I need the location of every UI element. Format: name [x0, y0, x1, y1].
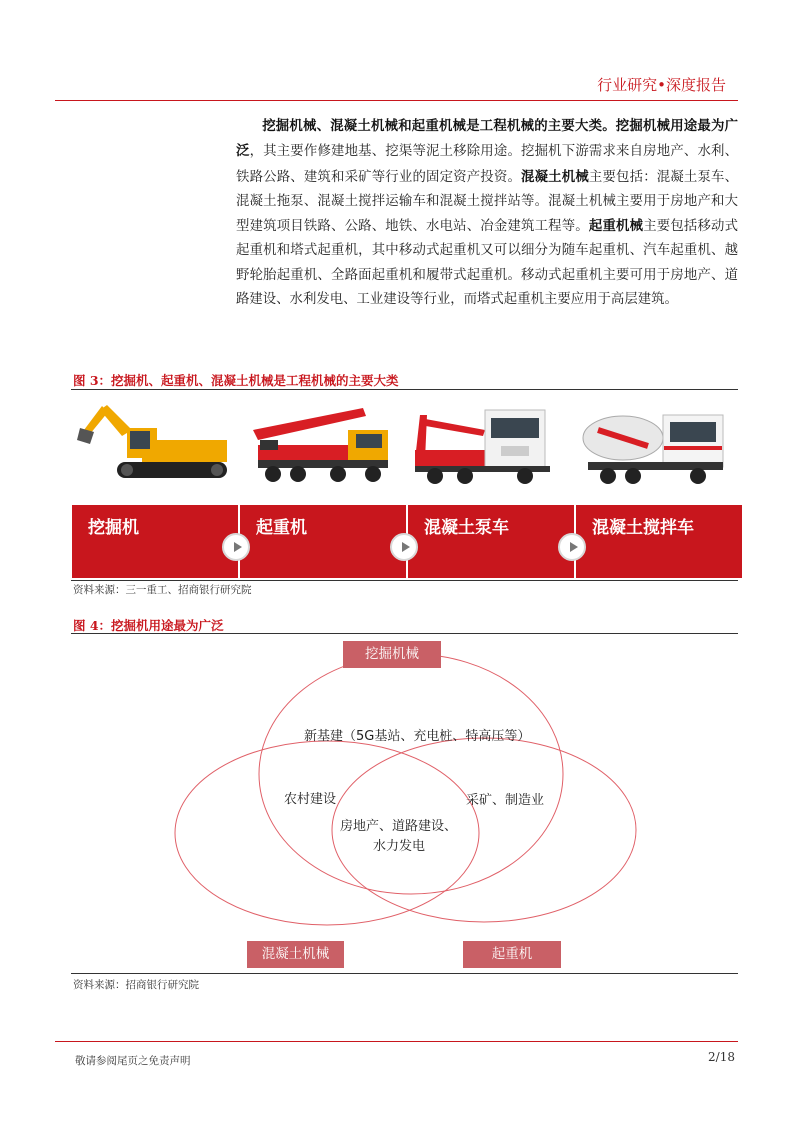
bold-concrete: 混凝土机械 [521, 168, 589, 185]
text-run: ，其主要作修建地基、挖渠等泥土移除用途。挖掘机下游需求来自房地产、水利、铁路公路、建筑和采矿等行业的固定资产投资。 [236, 144, 739, 185]
figure-3-title: 图 3：挖掘机、起重机、混凝土机械是工程机械的主要大类 [73, 373, 399, 388]
card-label: 混凝土搅拌车 [592, 518, 694, 538]
venn-label-mining-manufacturing: 采矿、制造业 [466, 793, 545, 808]
page-number: 2/18 [708, 1050, 735, 1064]
footer-divider [55, 1041, 738, 1042]
bold-crane: 起重机械 [588, 218, 644, 235]
venn-label-center-line1: 房地产、道路建设、 [340, 819, 458, 834]
figure-4-bottom-rule [71, 973, 738, 974]
report-header-title: 行业研究•深度报告 [597, 76, 726, 94]
card-label: 挖掘机 [88, 518, 139, 538]
venn-label-center-line2: 水力发电 [373, 839, 426, 854]
figure-4-title: 图 4：挖掘机用途最为广泛 [73, 618, 224, 633]
figure-3-source: 资料来源：三一重工、招商银行研究院 [73, 584, 252, 596]
text-run: 主要包括：混凝土泵车、混凝土拖泵、混凝土搅拌运输车和混凝土搅拌站等。混凝土机械主要用于房地产和大型建筑项目铁路、公路、地铁、水电站、冶金建筑工程等。 [236, 169, 739, 235]
venn-circle-excavator [259, 654, 563, 894]
figure-4-source: 资料来源：招商银行研究院 [73, 979, 199, 991]
footer-disclaimer: 敬请参阅尾页之免责声明 [75, 1055, 191, 1067]
venn-box-excavator: 挖掘机械 [343, 641, 441, 668]
venn-label-new-infrastructure: 新基建（5G基站、充电桩、特高压等） [304, 729, 531, 744]
card-label: 起重机 [256, 518, 307, 538]
venn-box-concrete: 混凝土机械 [247, 941, 344, 968]
venn-box-crane: 起重机 [463, 941, 561, 968]
bold-lead: 挖掘机械、混凝土机械和起重机械是工程机械的主要大类。挖掘机械用途最为广泛 [236, 118, 738, 160]
card-label: 混凝土泵车 [424, 518, 509, 538]
venn-label-rural-construction: 农村建设 [284, 792, 337, 807]
text-run: 主要包括移动式起重机和塔式起重机，其中移动式起重机又可以细分为随车起重机、汽车起重机、越野轮胎起重机、全路面起重机和履带式起重机。移动式起重机主要可用于房地产、道路建设、水利发电、工业建设等行业，而塔式起重机主要应用于高层建筑。 [236, 219, 739, 308]
